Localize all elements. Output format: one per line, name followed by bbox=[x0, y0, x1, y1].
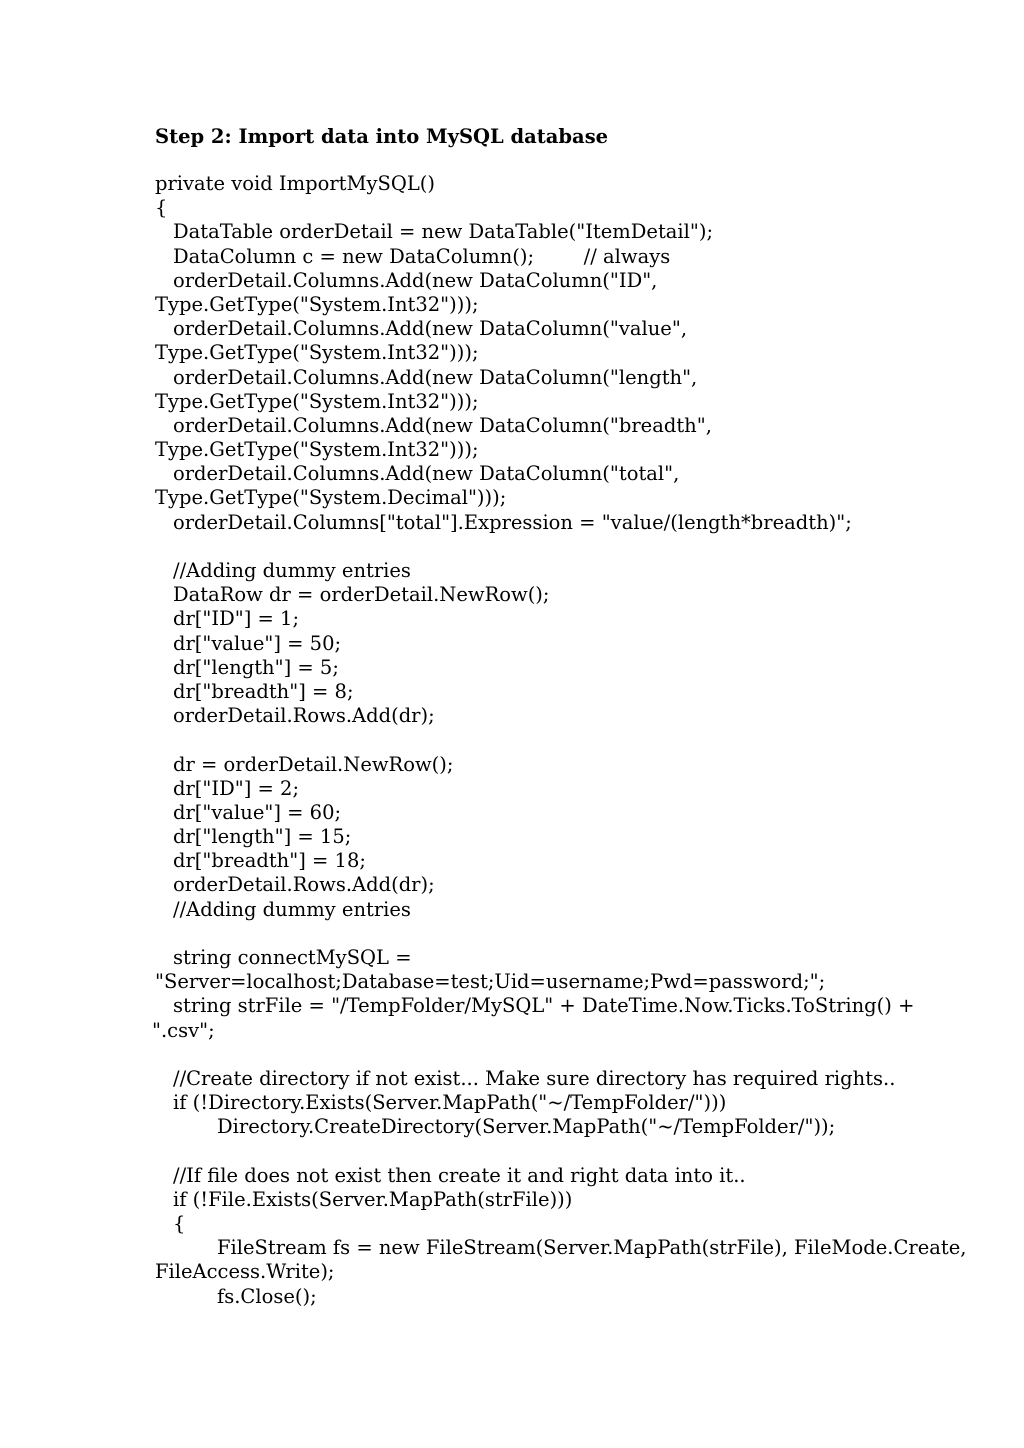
code-line: dr["value"] = 60; bbox=[173, 800, 342, 824]
code-line: DataRow dr = orderDetail.NewRow(); bbox=[173, 583, 550, 607]
section-heading: Step 2: Import data into MySQL database bbox=[155, 125, 609, 148]
code-line: orderDetail.Columns["total"].Expression = "value/(length*breadth)"; bbox=[173, 510, 852, 534]
code-line: dr["ID"] = 2; bbox=[173, 776, 300, 800]
code-line: dr["breadth"] = 18; bbox=[173, 849, 366, 873]
code-line: //Adding dummy entries bbox=[173, 559, 411, 582]
code-line: dr = orderDetail.NewRow(); bbox=[173, 752, 454, 776]
code-line: "Server=localhost;Database=test;Uid=username;Pwd=password;"; bbox=[155, 970, 826, 994]
code-line: dr["value"] = 50; bbox=[173, 631, 342, 655]
code-line: private void ImportMySQL() bbox=[155, 172, 435, 195]
code-line: ".csv"; bbox=[152, 1018, 215, 1042]
blank-line bbox=[155, 922, 985, 946]
code-line: orderDetail.Columns.Add(new DataColumn("length", bbox=[173, 365, 698, 389]
code-line: dr["length"] = 15; bbox=[173, 825, 352, 849]
code-line: //Create directory if not exist... Make sure directory has required rights.. bbox=[173, 1066, 896, 1090]
code-line: Type.GetType("System.Int32"))); bbox=[155, 389, 479, 413]
code-line: Type.GetType("System.Int32"))); bbox=[155, 438, 479, 462]
code-line: dr["ID"] = 1; bbox=[173, 607, 300, 631]
code-line: orderDetail.Columns.Add(new DataColumn("breadth", bbox=[173, 413, 712, 437]
code-line: FileStream fs = new FileStream(Server.MapPath(strFile), FileMode.Create, bbox=[217, 1236, 967, 1260]
code-line: { bbox=[173, 1212, 186, 1236]
code-line: FileAccess.Write); bbox=[155, 1260, 335, 1284]
code-line: orderDetail.Columns.Add(new DataColumn("ID", bbox=[173, 268, 658, 292]
code-line: { bbox=[155, 196, 168, 220]
code-line: string strFile = "/TempFolder/MySQL" + DateTime.Now.Ticks.ToString() + bbox=[173, 994, 915, 1018]
code-line: orderDetail.Columns.Add(new DataColumn("value", bbox=[173, 317, 688, 341]
code-line: orderDetail.Columns.Add(new DataColumn("total", bbox=[173, 462, 680, 486]
code-line: if (!File.Exists(Server.MapPath(strFile))) bbox=[173, 1187, 573, 1211]
code-line: fs.Close(); bbox=[217, 1284, 317, 1308]
code-line: DataTable orderDetail = new DataTable("ItemDetail"); bbox=[173, 220, 714, 244]
code-line: string connectMySQL = bbox=[173, 946, 412, 969]
blank-line bbox=[155, 728, 985, 752]
code-line: Type.GetType("System.Int32"))); bbox=[155, 341, 479, 365]
code-line: orderDetail.Rows.Add(dr); bbox=[173, 873, 435, 897]
code-line: //If file does not exist then create it and right data into it.. bbox=[173, 1163, 746, 1187]
blank-line bbox=[155, 1043, 985, 1067]
code-line: dr["length"] = 5; bbox=[173, 655, 339, 679]
blank-line bbox=[155, 535, 985, 559]
code-line: Type.GetType("System.Decimal"))); bbox=[155, 486, 507, 510]
blank-line bbox=[155, 1140, 985, 1164]
code-line: dr["breadth"] = 8; bbox=[173, 679, 354, 703]
code-line: //Adding dummy entries bbox=[173, 897, 411, 921]
code-line: DataColumn c = new DataColumn(); // always bbox=[173, 244, 671, 268]
code-line: Directory.CreateDirectory(Server.MapPath("~/TempFolder/")); bbox=[217, 1115, 836, 1139]
code-line: if (!Directory.Exists(Server.MapPath("~/TempFolder/"))) bbox=[173, 1091, 727, 1115]
code-block bbox=[152, 172, 985, 1309]
code-line: Type.GetType("System.Int32"))); bbox=[155, 292, 479, 316]
code-line: orderDetail.Rows.Add(dr); bbox=[173, 704, 435, 728]
